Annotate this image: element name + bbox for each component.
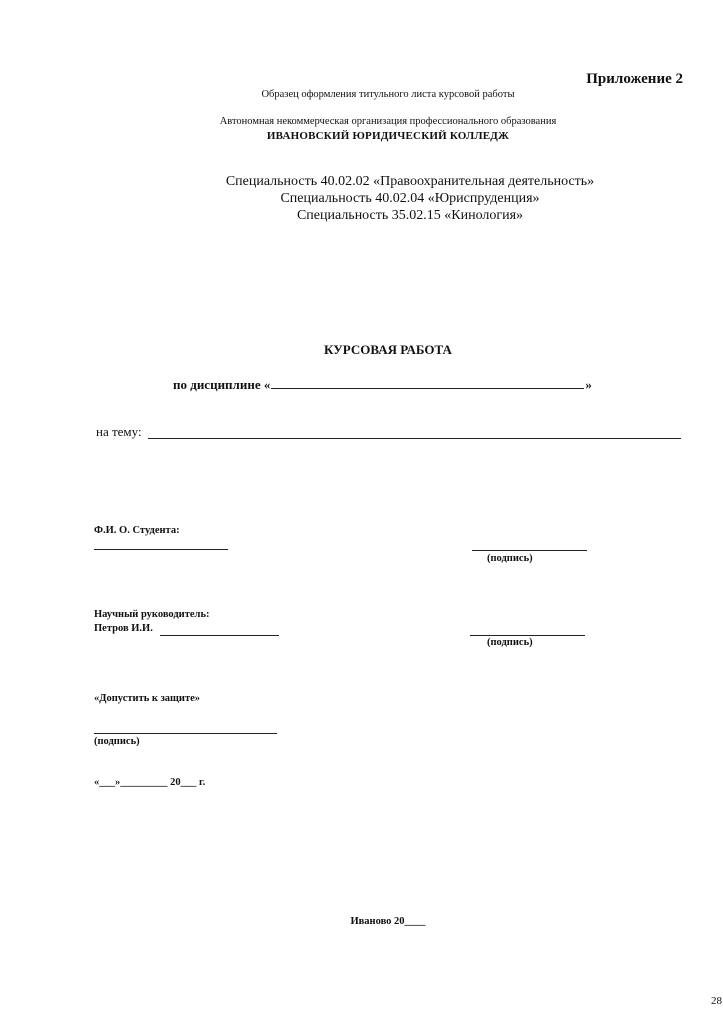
- supervisor-name: Петров И.И.: [94, 623, 153, 634]
- topic-label: на тему:: [96, 424, 142, 439]
- supervisor-signature-caption: (подпись): [487, 637, 533, 648]
- student-label: Ф.И. О. Студента:: [94, 525, 180, 536]
- student-signature-caption: (подпись): [487, 553, 533, 564]
- admission-signature-line: [94, 733, 277, 734]
- supervisor-label: Научный руководитель:: [94, 609, 210, 620]
- page-number: 28: [711, 995, 722, 1007]
- appendix-label: Приложение 2: [586, 71, 683, 87]
- specialty-line: Специальность 35.02.15 «Кинология»: [296, 208, 524, 223]
- supervisor-name-line: [160, 635, 279, 636]
- discipline-suffix: »: [585, 377, 592, 392]
- student-signature-line: [472, 550, 587, 551]
- organization-name: Автономная некоммерческая организация профессионального образования: [219, 116, 557, 127]
- specialty-line: Специальность 40.02.04 «Юриспруденция»: [280, 191, 540, 206]
- sample-caption: Образец оформления титульного листа курсовой работы: [261, 89, 515, 100]
- college-name: ИВАНОВСКИЙ ЮРИДИЧЕСКИЙ КОЛЛЕДЖ: [266, 130, 510, 142]
- work-title: КУРСОВАЯ РАБОТА: [324, 342, 452, 357]
- discipline-row: [173, 376, 592, 393]
- city-year: Иваново 20____: [350, 916, 426, 927]
- topic-blank-line: [148, 438, 681, 439]
- admission-signature-caption: (подпись): [94, 736, 140, 747]
- discipline-blank-line: [271, 376, 584, 389]
- specialty-line: Специальность 40.02.02 «Правоохранительная деятельность»: [225, 174, 595, 189]
- student-name-line: [94, 549, 228, 550]
- admission-label: «Допустить к защите»: [94, 693, 201, 704]
- admission-date-line: «___»_________ 20___ г.: [94, 777, 206, 788]
- discipline-prefix: по дисциплине «: [173, 377, 271, 392]
- supervisor-signature-line: [470, 635, 585, 636]
